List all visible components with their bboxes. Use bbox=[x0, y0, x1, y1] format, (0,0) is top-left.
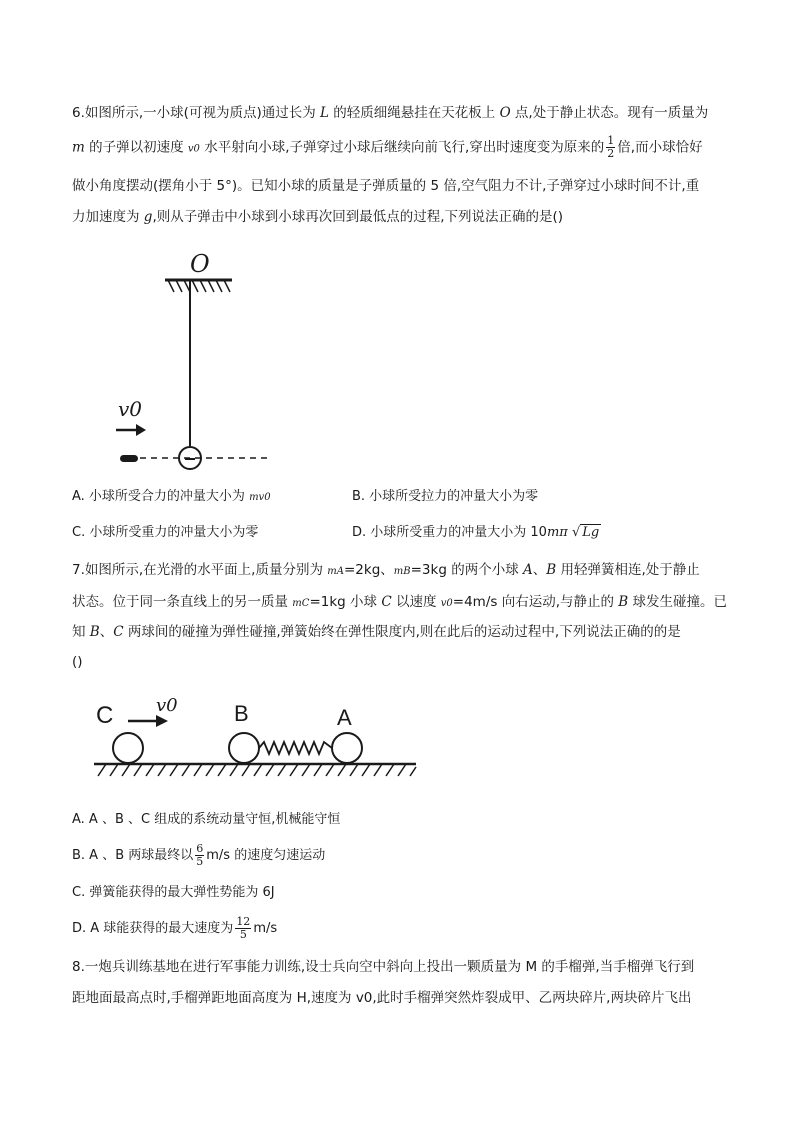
ground-hatch bbox=[98, 764, 416, 776]
q7-option-d[interactable]: D. A 球能获得的最大速度为 $\frac{12}{5}$ m/s bbox=[72, 915, 278, 941]
q6-option-a[interactable]: A. 小球所受合力的冲量大小为 mv0 bbox=[72, 489, 271, 504]
fig7-label-v0: v0 bbox=[156, 695, 178, 716]
q8-line-1: 8.一炮兵训练基地在进行军事能力训练,设士兵向空中斜向上投出一颗质量为 M 的手榴弹,当手榴弹飞行到 bbox=[72, 959, 695, 975]
sqrt-lg: √ Lg bbox=[571, 525, 600, 540]
q8-line-2: 距地面最高点时,手榴弹距地面高度为 H,速度为 v0,此时手榴弹突然炸裂成甲、乙两块碎片,两块碎片飞出 bbox=[72, 990, 692, 1006]
q6-line-4: 力加速度为 g,则从子弹击中小球到小球再次回到最低点的过程,下列说法正确的是() bbox=[72, 209, 564, 225]
fig7-label-a: A bbox=[337, 705, 352, 730]
q7-line-4: () bbox=[72, 654, 83, 670]
arrow-right-icon bbox=[136, 424, 146, 436]
q6-option-d[interactable]: D. 小球所受重力的冲量大小为 10mπ √ Lg bbox=[352, 525, 600, 540]
arrow-right-icon bbox=[156, 715, 168, 727]
q7-option-b[interactable]: B. A 、B 两球最终以 $\frac{6}{5}$ m/s 的速度匀速运动 bbox=[72, 842, 326, 868]
pendulum-figure bbox=[110, 248, 290, 478]
fig7-label-b: B bbox=[234, 701, 249, 726]
fraction-12-5: $\frac{12}{5}$ bbox=[236, 915, 251, 941]
q6-line-2: m 的子弹以初速度 v0 水平射向小球,子弹穿过小球后继续向前飞行,穿出时速度变为原来的 $\frac{1}{2}$ 倍,而小球恰好 bbox=[72, 134, 703, 160]
q6-option-c[interactable]: C. 小球所受重力的冲量大小为零 bbox=[72, 525, 259, 540]
ball-a bbox=[332, 733, 362, 763]
ball-b bbox=[229, 733, 259, 763]
spring bbox=[259, 742, 332, 754]
fig6-label-o: O bbox=[190, 250, 210, 278]
bullet bbox=[120, 455, 138, 462]
q7-option-a[interactable]: A. A 、B 、C 组成的系统动量守恒,机械能守恒 bbox=[72, 812, 341, 827]
q6-line-1: 6.如图所示,一小球(可视为质点)通过长为 L 的轻质细绳悬挂在天花板上 O 点,处于静止状态。现有一质量为 bbox=[72, 105, 709, 121]
q6-line-3: 做小角度摆动(摆角小于 5°)。已知小球的质量是子弹质量的 5 倍,空气阻力不计,子弹穿过小球时间不计,重 bbox=[72, 178, 700, 194]
spring-balls-figure bbox=[90, 685, 420, 780]
ball-c bbox=[113, 733, 143, 763]
q7-option-c[interactable]: C. 弹簧能获得的最大弹性势能为 6J bbox=[72, 885, 275, 900]
q7-line-3: 知 B、C 两球间的碰撞为弹性碰撞,弹簧始终在弹性限度内,则在此后的运动过程中,下列说法正确的的是 bbox=[72, 624, 681, 640]
ceiling-hatch bbox=[168, 280, 230, 292]
fraction-half: $\frac{1}{2}$ bbox=[607, 134, 615, 160]
q7-line-1: 7.如图所示,在光滑的水平面上,质量分别为 mA=2kg、mB=3kg 的两个小球 A、B 用轻弹簧相连,处于静止 bbox=[72, 562, 700, 578]
fraction-6-5: $\frac{6}{5}$ bbox=[196, 842, 204, 868]
q7-line-2: 状态。位于同一条直线上的另一质量 mC=1kg 小球 C 以速度 v0=4m/s 向右运动,与静止的 B 球发生碰撞。已 bbox=[72, 594, 727, 610]
fig6-label-v0: v0 bbox=[118, 397, 143, 421]
fig7-label-c: C bbox=[96, 702, 114, 729]
q6-option-b[interactable]: B. 小球所受拉力的冲量大小为零 bbox=[352, 489, 539, 504]
